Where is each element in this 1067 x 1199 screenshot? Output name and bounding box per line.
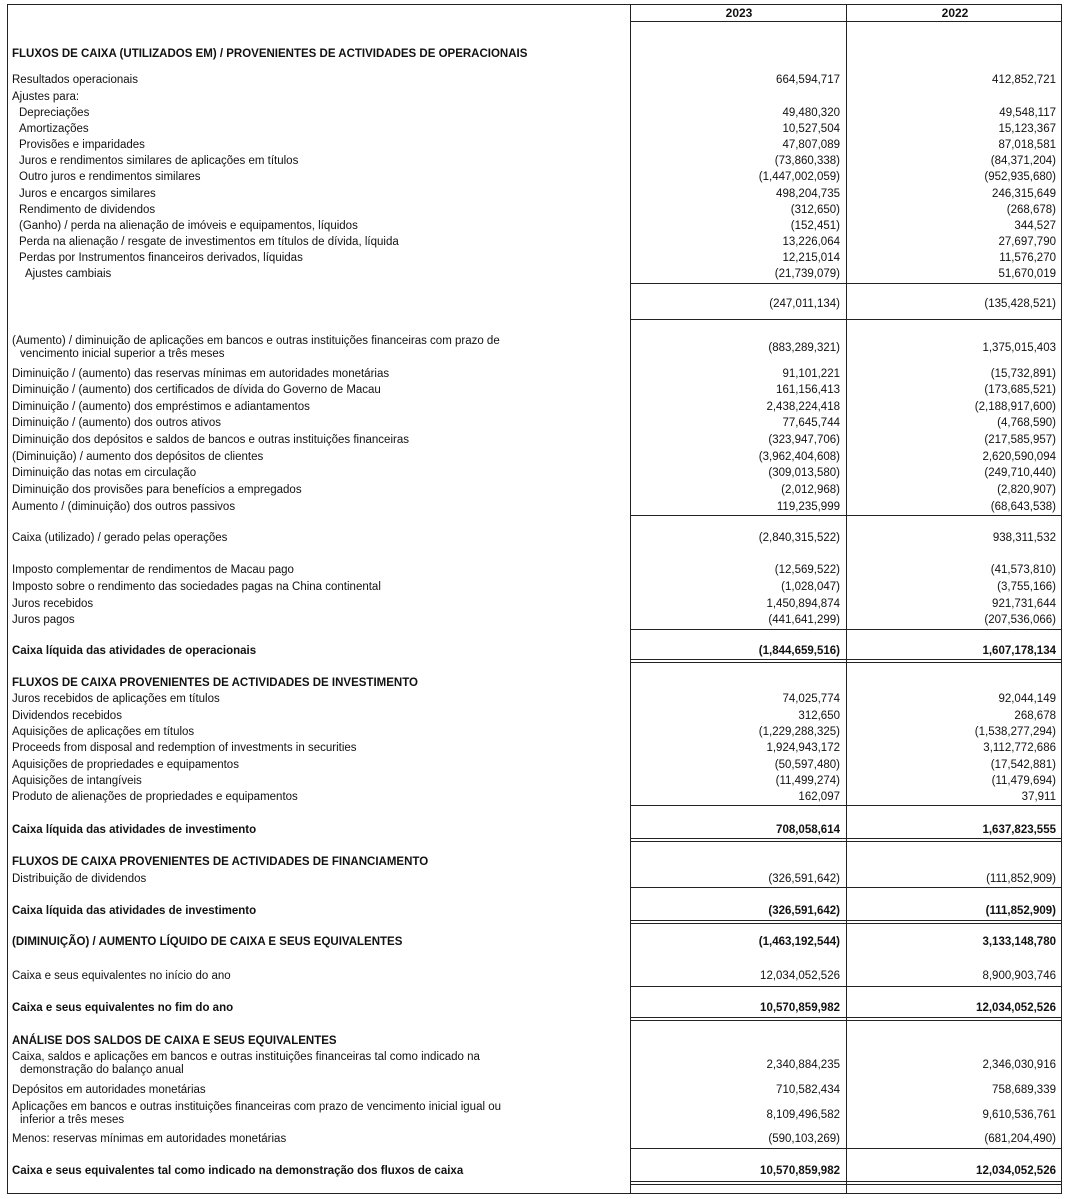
double-rule bbox=[846, 659, 1061, 663]
rule bbox=[630, 629, 846, 630]
rule bbox=[846, 319, 1061, 320]
rule bbox=[630, 805, 846, 806]
rule bbox=[630, 283, 846, 284]
year-2023-header: 2023 bbox=[725, 6, 753, 20]
rule bbox=[846, 887, 1061, 888]
cash-flow-statement: 2023 2022 FLUXOS DE CAIXA (UTILIZADOS EM) / PROVENIENTES DE ACTIVIDADES DE OPERACIONAIS Resultados operacionais 664,594,717 412,852,721 Ajustes para: Depreciações 49,480,320 49,548,117 Amortizações 10,527,504 15,123,367 Provisões e imparidades 47,807,089 87,018,581 Juros e rendimentos similares de aplicações em títulos (73,860,338) (84,371,204) Outro juros e rendimentos similares (1,447,002,059) (952,935,680) Juros e encargos similares 498,204,735 246,315,649 Rendimento de dividendos (312,650) (268,678) (Ganho) / perda na alienação de imóveis e equipamentos, líquidos (152,451) 344,527 Perda na alienação / resgate de investimentos em títulos de dívida, líquida 13,226,064 27,697,790 Perdas por Instrumentos financeiros derivados, líquidas 12,215,014 11,576,270 Ajustes cambiais (21,739,079) 51,670,019 (247,011,134) (135,428,521) (Aumento) / diminuição de aplicações em bancos e outras instituições financeiras com prazo de vencimento inicial superior a três meses (883,289,321) 1,375,015,403 Diminuição / (aumento) das reservas mínimas em autoridades monetárias 91,101,221 (15,732,891) Diminuição / (aumento) dos certificados de dívida do Governo de Macau 161,156,413 (173,685,521) Diminuição / (aumento) dos empréstimos e adiantamentos 2,438,224,418 (2,188,917,600) Diminuição / (aumento) dos outros ativos 77,645,744 (4,768,590) Diminuição dos depósitos e saldos de bancos e outras instituições financeiras (323,947,706) (217,585,957) (Diminuição) / aumento dos depósitos de clientes (3,962,404,608) 2,620,590,094 Diminuição das notas em circulação (309,013,580) (249,710,440) Diminuição dos provisões para benefícios a empregados (2,012,968) (2,820,907) Aumento / (diminuição) dos outros passivos 119,235,999 (68,643,538) Caixa (utilizado) / gerado pelas operações (2,840,315,522) 938,311,532 Imposto complementar de rendimentos de Macau pago (12,569,522) (41,573,810) Imposto sobre o rendimento das sociedades pagas na China continental (1,028,047) (3,755,166) Juros recebidos 1,450,894,874 921,731,644 Juros pagos (441,641,299) (207,536,066) Caixa líquida das atividades de operacionais (1,844,659,516) 1,607,178,134 FLUXOS DE CAIXA PROVENIENTES DE ACTIVIDADES DE INVESTIMENTO Juros recebidos de aplicações em títulos 74,025,774 92,044,149 Dividendos recebidos 312,650 268,678 Aquisições de aplicações em títulos (1,229,288,325) (1,538,277,294) Proceeds from disposal and redemption of investments in securities 1,924,943,172 3,112,772,686 Aquisições de propriedades e equipamentos (50,597,480) (17,542,881) Aquisições de intangíveis (11,499,274) (11,479,694) Produto de alienações de propriedades e equipamentos 162,097 37,911 Caixa líquida das atividades de investimento 708,058,614 1,637,823,555 FLUXOS DE CAIXA PROVENIENTES DE ACTIVIDADES DE FINANCIAMENTO Distribuição de dividendos (326,591,642) (111,852,909) Caixa líquida das atividades de investimento (326,591,642) (111,852,909) (DIMINUIÇÃO) / AUMENTO LÍQUIDO DE CAIXA E SEUS EQUIVALENTES (1,463,192,544) 3,133,148,780 Caixa e seus equivalentes no início do ano 12,034,052,526 8,900,903,746 Caixa e seus equivalentes no fim do ano 10,570,859,982 12,034,052,526 ANÁLISE DOS SALDOS DE CAIXA E SEUS EQUIVALENTES Caixa, saldos e aplicações em bancos e outras instituições financeiras tal como indicado na demonstração do balanço anual 2,340,884,235 2,346,030,916 Depósitos em autoridades monetárias 710,582,434 758,689,339 Aplicações em bancos e outras instituições financeiras com prazo de vencimento inicial igual ou inferior a três meses 8,109,496,582 9,610,536,761 Menos: reservas mínimas em autoridades monetárias (590,103,269) (681,204,490) Caixa e seus equivalentes tal como indicado na demonstração dos fluxos de caixa 10,570,859,982 12,034,052,526 bbox=[7, 4, 1062, 1194]
rule bbox=[630, 515, 846, 516]
header-rule bbox=[630, 21, 1061, 22]
double-rule bbox=[846, 920, 1061, 924]
double-rule bbox=[630, 920, 846, 924]
double-rule bbox=[846, 1181, 1061, 1185]
double-rule bbox=[630, 1181, 846, 1185]
double-rule bbox=[846, 1017, 1061, 1021]
rule bbox=[846, 1148, 1061, 1149]
column-divider-2022 bbox=[846, 5, 847, 1193]
double-rule bbox=[630, 1017, 846, 1021]
double-rule bbox=[630, 659, 846, 663]
rule bbox=[846, 986, 1061, 987]
rule bbox=[630, 986, 846, 987]
rule bbox=[846, 515, 1061, 516]
rule bbox=[846, 283, 1061, 284]
double-rule bbox=[846, 838, 1061, 842]
rule bbox=[846, 805, 1061, 806]
rule bbox=[630, 887, 846, 888]
rule bbox=[630, 1148, 846, 1149]
year-2022-header: 2022 bbox=[941, 6, 969, 20]
rule bbox=[630, 319, 846, 320]
rule bbox=[846, 629, 1061, 630]
column-divider-2023 bbox=[630, 5, 631, 1193]
double-rule bbox=[630, 838, 846, 842]
